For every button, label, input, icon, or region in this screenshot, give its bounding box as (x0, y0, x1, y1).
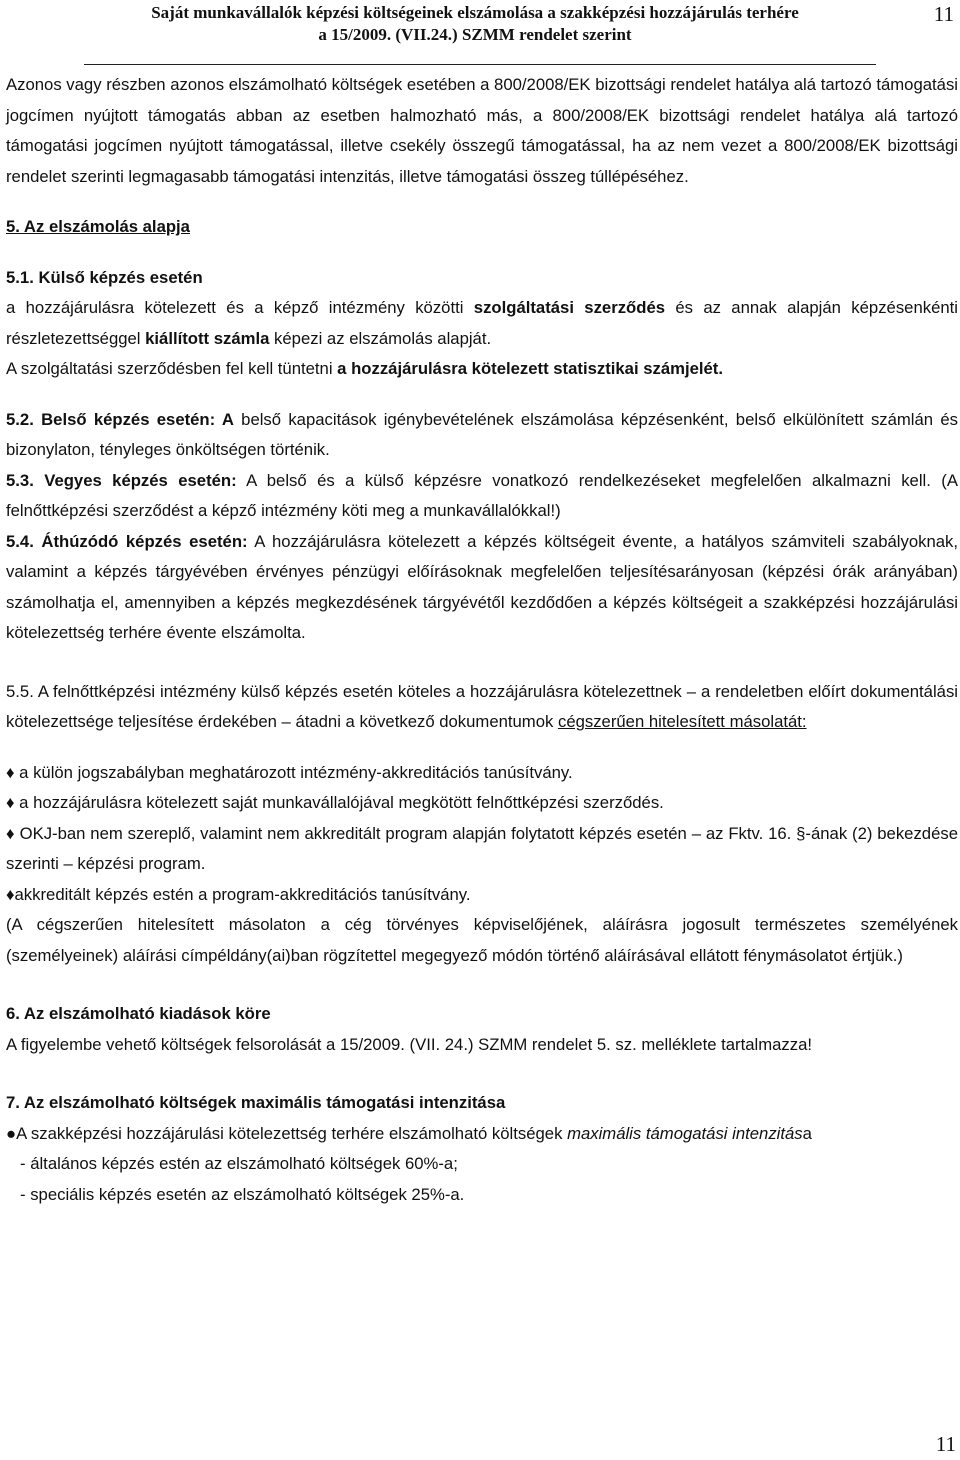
section-5-2-paragraph (6, 405, 958, 466)
section-5-5-paragraph (6, 677, 958, 738)
text-run: A hozzájárulásra kötelezett a képzés költségeit évente, a hatályos számviteli szabályoknak, valamint a képzés tárgyévében érvényes pénzügyi előírásoknak megfelelően teljesítésarányosan (képzési órák arányában) számolhatja el, amennyiben a képzés megkezdésének tárgyévétől kezdődően a képzés költségeit a szakképzési hozzájárulási kötelezettség terhére évente elszámolta. (6, 531, 958, 642)
text-run: képezi az elszámolás alapját. (269, 328, 492, 348)
bold-run: a hozzájárulásra kötelezett statisztikai számjelét. (337, 359, 723, 378)
intro-paragraph: Azonos vagy részben azonos elszámolható költségek esetében a 800/2008/EK bizottsági rendelet hatálya alá tartozó támogatási jogcímen nyújtott támogatás abban az esetben halmozható más, a 800/2008/EK bizottsági rendelet hatálya alá tartozó támogatási jogcímen nyújtott támogatással, illetve csekély összegű támogatással, ha az nem vezet a 800/2008/EK bizottsági rendelet szerinti legmagasabb támogatási intenzitás, illetve támogatási összeg túllépéséhez. (6, 75, 958, 186)
text-run: 5.5. A felnőttképzési intézmény külső képzés esetén köteles a hozzájárulásra kötelezettnek – a rendeletben előírt dokumentálási kötelezettsége teljesítése érdekében – átadni a következő dokumentumok (6, 681, 958, 731)
list-item: ♦ a külön jogszabályban meghatározott intézmény-akkreditációs tanúsítvány. (6, 762, 573, 782)
section-7-paragraph (6, 1119, 958, 1150)
underlined-run: cégszerűen hitelesített másolatát: (557, 712, 807, 731)
header-title-line1: Saját munkavállalók képzési költségeinek elszámolása a szakképzési hozzájárulás terhére (151, 3, 799, 22)
section-7-heading: 7. Az elszámolható költségek maximális támogatási intenzitása (6, 1093, 506, 1112)
header-title-line2: a 15/2009. (VII.24.) SZMM rendelet szerint (318, 25, 632, 44)
text-run: belső kapacitások igénybevételének elszámolása képzésenként, belső elkülönített számlán és bizonylaton, tényleges önköltségen történik. (6, 409, 958, 459)
text-run: és az annak alapján képzésenkénti részletezettséggel (6, 298, 958, 348)
text-run: a (802, 1123, 812, 1143)
section-5-2-label: 5.2. Belső képzés esetén: A (6, 409, 234, 429)
section-5-1-paragraph-2 (6, 354, 958, 385)
section-5-1-paragraph (6, 293, 958, 354)
page-number-bottom: 11 (935, 1432, 956, 1456)
section-6-paragraph: A figyelembe vehető költségek felsorolását a 15/2009. (VII. 24.) SZMM rendelet 5. sz. melléklete tartalmazza! (6, 1034, 813, 1054)
section-5-3-label: 5.3. Vegyes képzés esetén: (6, 470, 237, 490)
page-header (0, 0, 960, 60)
section-5-heading: 5. Az elszámolás alapja (6, 217, 190, 236)
list-item: ♦ OKJ-ban nem szereplő, valamint nem akkreditált program alapján folytatott képzés esetén – az Fktv. 16. §-ának (2) bekezdése szerinti – képzési program. (6, 823, 958, 873)
bold-run: szolgáltatási szerződés (473, 298, 665, 317)
section-5-4-label: 5.4. Áthúzódó képzés esetén: (6, 531, 248, 551)
section-5-4-paragraph (6, 527, 958, 649)
text-run: A belső és a külső képzésre vonatkozó rendelkezéseket megfelelően alkalmazni kell. (A felnőttképzési szerződést a képző intézmény köti meg a munkavállalókkal!) (6, 470, 958, 520)
section-6-heading: 6. Az elszámolható kiadások köre (6, 1004, 271, 1023)
italic-run: maximális támogatási intenzitás (567, 1123, 803, 1143)
page-number-top: 11 (933, 2, 954, 26)
text-run: A szolgáltatási szerződésben fel kell tüntetni (6, 359, 338, 378)
text-run: a hozzájárulásra kötelezett és a képző intézmény közötti (6, 298, 474, 317)
bold-run: kiállított számla (145, 328, 270, 348)
document-body (6, 70, 958, 1210)
list-item: - általános képzés estén az elszámolható költségek 60%-a; (20, 1154, 458, 1173)
list-item: - speciális képzés esetén az elszámolható költségek 25%-a. (20, 1184, 465, 1204)
header-title (80, 2, 870, 46)
section-5-3-paragraph (6, 466, 958, 527)
section-5-5-note: (A cégszerűen hitelesített másolaton a cég törvényes képviselőjének, aláírásra jogosult természetes személyének (személyeinek) aláírási címpéldány(ai)ban rögzítettel megegyező módón történő aláírásával ellátott fénymásolatot értjük.) (6, 915, 958, 965)
list-item: ♦ a hozzájárulásra kötelezett saját munkavállalójával megkötött felnőttképzési szerződés. (6, 793, 664, 812)
section-5-1-heading: 5.1. Külső képzés esetén (6, 267, 203, 287)
header-divider (84, 64, 876, 65)
list-item: ♦akkreditált képzés estén a program-akkreditációs tanúsítvány. (6, 884, 471, 904)
text-run: ●A szakképzési hozzájárulási kötelezettség terhére elszámolható költségek (6, 1123, 568, 1143)
